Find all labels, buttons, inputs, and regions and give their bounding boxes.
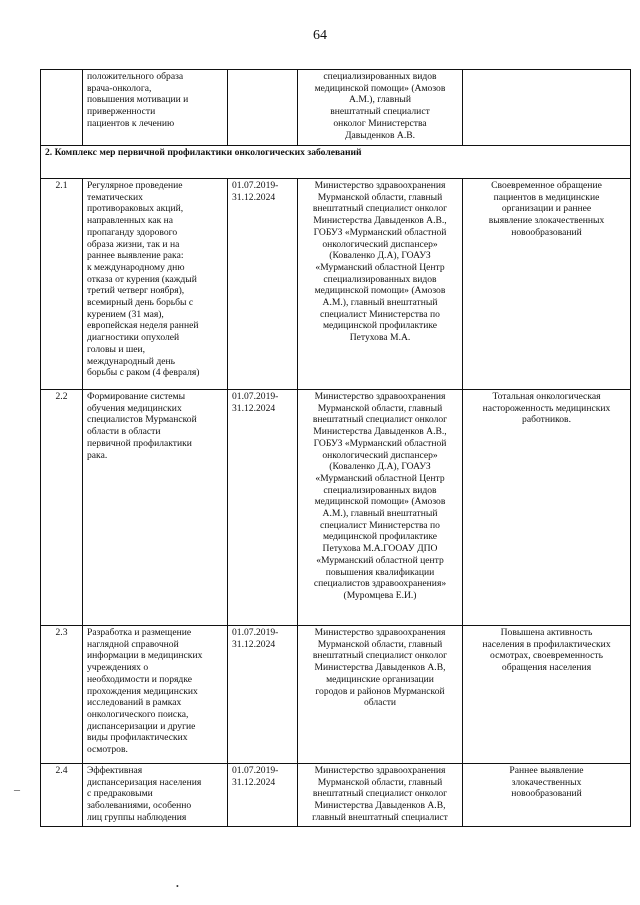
cell-line: заболеваниями, особенно — [87, 800, 192, 812]
cell-line: необходимости и порядке — [87, 673, 192, 685]
cell-line: направленных как на — [87, 215, 174, 227]
cell-line: медицинской помощи» (Амозов — [314, 496, 446, 508]
cell-line: внештатный специалист онколог — [312, 414, 448, 426]
cell-line: международный день — [87, 355, 175, 367]
cell-line: 01.07.2019- — [232, 627, 279, 638]
row-number: 2.4 — [41, 764, 83, 827]
table-row — [41, 626, 631, 764]
responsible-cell — [298, 70, 463, 146]
cell-line: Давыденков А.В. — [344, 129, 416, 141]
cell-line: лиц группы наблюдения — [87, 811, 187, 823]
cell-line: онколог Министерства — [333, 117, 427, 129]
responsible-cell — [298, 390, 463, 626]
cell-line: тематических — [87, 191, 143, 203]
cell-line: с предраковыми — [87, 788, 153, 800]
cell-line: борьбы с раком (4 февраля) — [87, 367, 200, 379]
cell-line: обучения медицинских — [87, 402, 182, 414]
cell-line: 31.12.2024 — [232, 191, 276, 203]
cell-line: Министерство здравоохранения — [314, 627, 446, 638]
cell-line: Тотальная онкологическая — [492, 391, 601, 402]
cell-line: образа жизни, так и на — [87, 238, 180, 250]
cell-line: Мурманской области, главный — [317, 776, 443, 788]
row-number: 2.2 — [41, 390, 83, 626]
cell-line: Раннее выявление — [509, 765, 584, 776]
cell-line: Министерство здравоохранения — [314, 765, 446, 776]
date-cell — [228, 626, 298, 764]
scan-mark: • — [176, 882, 179, 891]
cell-line: виды профилактических — [87, 732, 188, 744]
cell-line: пропаганду здорового — [87, 226, 178, 238]
cell-line: «Мурманский областной центр — [316, 554, 444, 566]
cell-line: онкологический диспансер» — [322, 238, 438, 250]
task-cell — [83, 764, 228, 827]
cell-line: обращения населения — [501, 662, 592, 674]
table-row — [41, 764, 631, 827]
cell-line: медицинской профилактике — [322, 531, 438, 543]
cell-line: специализированных видов — [323, 273, 437, 285]
cell-line: области в области — [87, 426, 161, 438]
cell-line: новообразований — [511, 226, 582, 238]
cell-line: Своевременное обращение — [491, 180, 602, 191]
cell-line: работников. — [522, 414, 571, 426]
cell-line: Министерства Давыденков А.В., — [313, 426, 447, 438]
responsible-cell — [298, 626, 463, 764]
cell-line: диспансеризации и другие — [87, 720, 196, 732]
task-cell — [83, 179, 228, 390]
cell-line: внештатный специалист онколог — [312, 788, 448, 800]
cell-line: европейская неделя ранней — [87, 320, 199, 332]
cell-line: «Мурманский областной Центр — [315, 261, 445, 273]
cell-line: Министерства Давыденков А.В, — [314, 800, 446, 812]
cell-line: информации в медицинских — [87, 650, 203, 662]
cell-line: выявление злокачественных — [488, 215, 605, 227]
cell-line: медицинской профилактике — [322, 320, 438, 332]
cell-line: специализированных видов — [323, 71, 437, 82]
cell-line: Министерства Давыденков А.В, — [314, 662, 446, 674]
cell-line: диагностики опухолей — [87, 332, 180, 344]
task-cell — [83, 70, 228, 146]
result-cell — [463, 179, 631, 390]
cell-line: пациентов к лечению — [87, 117, 175, 129]
cell-line: медицинской помощи» (Амозов — [314, 285, 446, 297]
responsible-cell — [298, 764, 463, 827]
cell-line: настороженность медицинских — [482, 402, 611, 414]
cell-line: приверженности — [87, 106, 156, 118]
cell-line: прохождения медицинских — [87, 685, 198, 697]
cell-line: положительного образа — [87, 71, 184, 82]
cell-line: специалист Министерства по — [320, 519, 440, 531]
date-cell — [228, 179, 298, 390]
table-row — [41, 390, 631, 626]
cell-line: главный внештатный специалист — [312, 811, 448, 823]
table-row — [41, 179, 631, 390]
cell-line: исследований в рамках — [87, 697, 182, 709]
cell-line: специалист Министерства по — [320, 308, 440, 320]
page-number: 64 — [313, 28, 327, 43]
cell-line: курением (31 мая), — [87, 308, 164, 320]
cell-line: области — [363, 697, 397, 709]
section-title: 2. Комплекс мер первичной профилактики онкологических заболеваний — [41, 146, 631, 179]
cell-line: 31.12.2024 — [232, 776, 276, 788]
section-row — [41, 146, 631, 179]
cell-line: пациентов в медицинские — [493, 191, 600, 203]
cell-line: противораковых акций, — [87, 203, 184, 215]
cell-line: Министерство здравоохранения — [314, 180, 446, 191]
cell-line: 31.12.2024 — [232, 638, 276, 650]
cell-line: внештатный специалист онколог — [312, 650, 448, 662]
cell-line: (Муромцева Е.И.) — [343, 589, 417, 601]
cell-line: новообразований — [511, 788, 582, 800]
cell-line: городов и районов Мурманской — [315, 685, 445, 697]
cell-line: наглядной справочной — [87, 638, 179, 650]
row-number: 2.3 — [41, 626, 83, 764]
cell-line: Петухова М.А. — [349, 332, 411, 344]
cell-line: Мурманской области, главный — [317, 191, 443, 203]
cell-line: специалистов здравоохранения» — [313, 578, 447, 590]
cell-line: ГОБУЗ «Мурманский областной — [313, 437, 447, 449]
cell-line: Мурманской области, главный — [317, 402, 443, 414]
measures-table — [40, 69, 631, 827]
date-cell — [228, 390, 298, 626]
row-number: 2.1 — [41, 179, 83, 390]
cell-line: Разработка и размещение — [87, 627, 192, 638]
cell-line: повышения мотивации и — [87, 94, 189, 106]
cell-line: медицинские организации — [326, 673, 434, 685]
cell-line: онкологический диспансер» — [322, 449, 438, 461]
cell-line: Повышена активность — [500, 627, 593, 638]
cell-line: раннее выявление рака: — [87, 250, 184, 262]
cell-line: специалистов Мурманской — [87, 414, 197, 426]
cell-line: онкологического поиска, — [87, 708, 189, 720]
cell-line: диспансеризация населения — [87, 776, 202, 788]
cell-line: медицинской помощи» (Амозов А.М.), главный — [314, 82, 446, 106]
responsible-cell — [298, 179, 463, 390]
cell-line: Министерства Давыденков А.В., — [313, 215, 447, 227]
cell-line: ГОБУЗ «Мурманский областной — [313, 226, 447, 238]
cell-line: отказа от курения (каждый — [87, 273, 197, 285]
cell-line: населения в профилактических — [482, 638, 611, 650]
cell-line: 01.07.2019- — [232, 180, 279, 191]
cell-line: первичной профилактики — [87, 437, 192, 449]
cell-line: (Коваленко Д.А), ГОАУЗ — [329, 250, 431, 262]
date-cell — [228, 764, 298, 827]
cell-line: организации и раннее — [501, 203, 592, 215]
cell-line: А.М.), главный внештатный — [322, 297, 438, 309]
cell-line: специализированных видов — [323, 484, 437, 496]
cell-line: 01.07.2019- — [232, 765, 279, 776]
cell-line: злокачественных — [511, 776, 582, 788]
cell-line: Формирование системы — [87, 391, 186, 402]
cell-line: Петухова М.А.ГООАУ ДПО — [322, 543, 438, 555]
cell-line: повышения квалификации — [325, 566, 435, 578]
cell-line: учреждениях о — [87, 662, 149, 674]
cell-line: осмотрах, своевременность — [490, 650, 603, 662]
cell-line: рака. — [87, 449, 108, 461]
cell-line: внештатный специалист онколог — [312, 203, 448, 215]
cell-line: третий четверг ноября), — [87, 285, 185, 297]
cell-line: Мурманской области, главный — [317, 638, 443, 650]
table-row-continuation — [41, 70, 631, 146]
cell-line: А.М.), главный внештатный — [322, 508, 438, 520]
cell-line: осмотров. — [87, 744, 128, 756]
cell-line: головы и шеи, — [87, 343, 146, 355]
cell-line: к международному дню — [87, 261, 185, 273]
task-cell — [83, 626, 228, 764]
result-cell — [463, 764, 631, 827]
task-cell — [83, 390, 228, 626]
cell-line: «Мурманский областной Центр — [315, 472, 445, 484]
cell-line: 01.07.2019- — [232, 391, 279, 402]
cell-line: 31.12.2024 — [232, 402, 276, 414]
cell-line: Министерство здравоохранения — [314, 391, 446, 402]
cell-line: (Коваленко Д.А), ГОАУЗ — [329, 461, 431, 473]
scan-mark: – — [14, 782, 20, 796]
cell-line: внештатный специалист — [330, 106, 430, 118]
cell-line: врача-онколога, — [87, 82, 152, 94]
cell-line: Регулярное проведение — [87, 180, 183, 191]
result-cell — [463, 390, 631, 626]
cell-line: Эффективная — [87, 765, 143, 776]
result-cell — [463, 626, 631, 764]
cell-line: всемирный день борьбы с — [87, 297, 194, 309]
